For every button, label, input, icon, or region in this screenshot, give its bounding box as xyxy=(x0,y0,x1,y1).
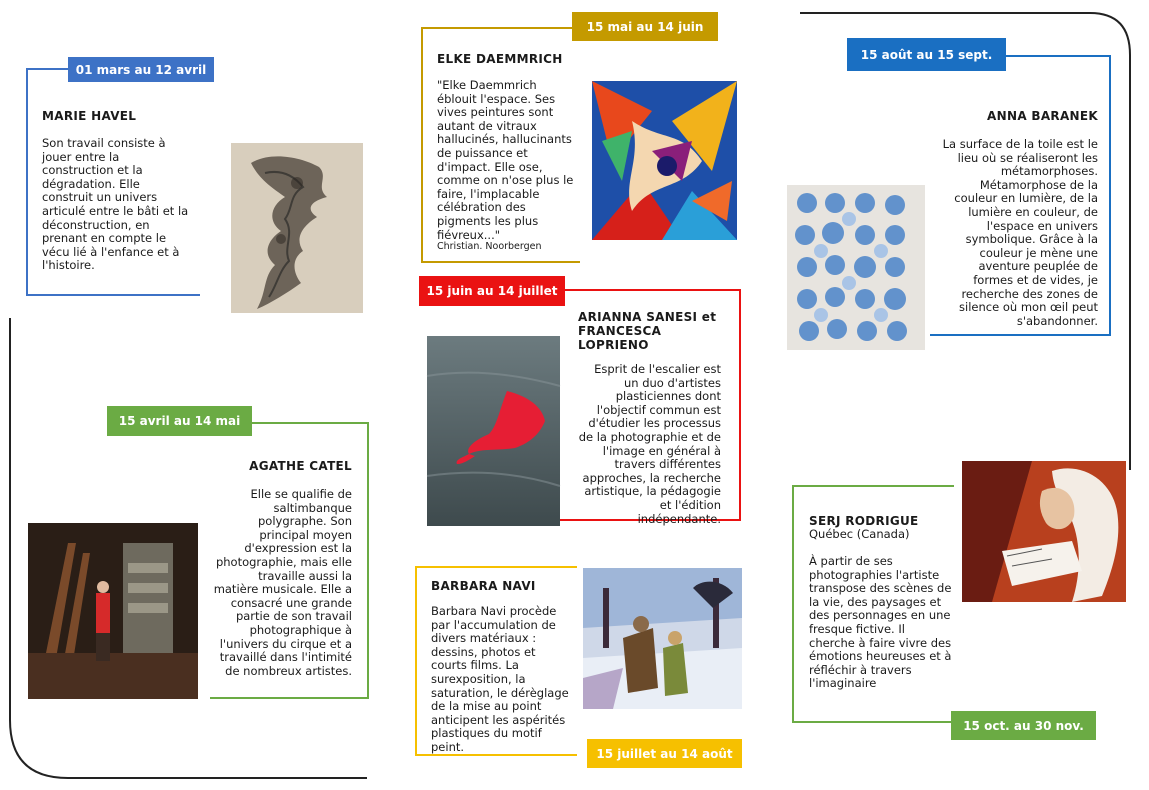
agathe-date-badge: 15 avril au 14 mai xyxy=(107,406,252,436)
agathe-artist-name: AGATHE CATEL xyxy=(249,459,352,473)
agathe-description: Elle se qualifie de saltimbanque polygraphe. Son principal moyen d'expression est la photographie, mais elle travaille aussi la matière musicale. Elle a consacré une grande partie de son travail photographique à l'univers du cirque et a travaillé dans l'intimité de nombreux artistes. xyxy=(213,487,352,678)
elke-quote: "Elke Daemmrich éblouit l'espace. Ses vives peintures sont autant de vitraux hallucinés, hallucinants de puissance et d'impact. Elle ose, comme on n'ose plus le faire, l'implacable célébration des pigments les plus fiévreux..." xyxy=(437,78,574,242)
serj-artist-name: SERJ RODRIGUE xyxy=(809,514,919,528)
barbara-artwork xyxy=(583,568,742,709)
barbara-artist-name: BARBARA NAVI xyxy=(431,579,536,593)
anna-artist-name: ANNA BARANEK xyxy=(987,109,1098,123)
agathe-artwork xyxy=(28,523,198,699)
marie-description: Son travail consiste à jouer entre la construction et la dégradation. Elle construit un univers articulé entre le bâti et la déconstruction, en prenant en compte le vécu lié à l'enfance et à l'histoire. xyxy=(42,136,189,273)
marie-artwork xyxy=(231,143,363,313)
marie-artist-name: MARIE HAVEL xyxy=(42,109,137,123)
barbara-date-badge: 15 juillet au 14 août xyxy=(587,739,742,768)
elke-artist-name: ELKE DAEMMRICH xyxy=(437,52,563,66)
elke-date-badge: 15 mai au 14 juin xyxy=(572,12,718,41)
elke-quote-author: Christian. Noorbergen xyxy=(437,241,542,252)
marie-date-badge: 01 mars au 12 avril xyxy=(68,57,214,82)
elke-artwork xyxy=(592,81,737,240)
serj-origin: Québec (Canada) xyxy=(809,527,910,541)
serj-description: À partir de ses photographies l'artiste transpose des scènes de la vie, des paysages et des personnages en une fresque fictive. Il cherche à faire vivre des émotions heureuses et à réfléchir à travers l'imaginaire xyxy=(809,554,952,691)
arianna-date-badge: 15 juin au 14 juillet xyxy=(419,276,565,306)
anna-date-badge: 15 août au 15 sept. xyxy=(847,38,1006,71)
arianna-description: Esprit de l'escalier est un duo d'artistes plasticiennes dont l'objectif commun est d'étudier les processus de la photographie et de l'image en général à travers différentes approches, la recherche artistique, la pédagogie et l'édition indépendante. xyxy=(578,362,721,526)
anna-artwork xyxy=(787,185,925,350)
barbara-description: Barbara Navi procède par l'accumulation de divers matériaux : dessins, photos et courts films. La surexposition, la saturation, le dérèglage de la mise au point anticipent les aspérités plastiques du motif peint. xyxy=(431,604,569,754)
serj-artwork xyxy=(962,461,1126,602)
arianna-artist-name: ARIANNA SANESI et FRANCESCA LOPRIENO xyxy=(578,310,717,352)
anna-description: La surface de la toile est le lieu où se réaliseront les métamorphoses. Métamorphose de la couleur en lumière, de la lumière en couleur, de l'espace en univers symbolique. Grâce à la couleur je mène une aventure peuplée de formes et de vides, je recherche des zones de silence où mon œil peut s'abandonner. xyxy=(942,137,1098,328)
arianna-artwork xyxy=(427,336,560,526)
serj-date-badge: 15 oct. au 30 nov. xyxy=(951,711,1096,740)
